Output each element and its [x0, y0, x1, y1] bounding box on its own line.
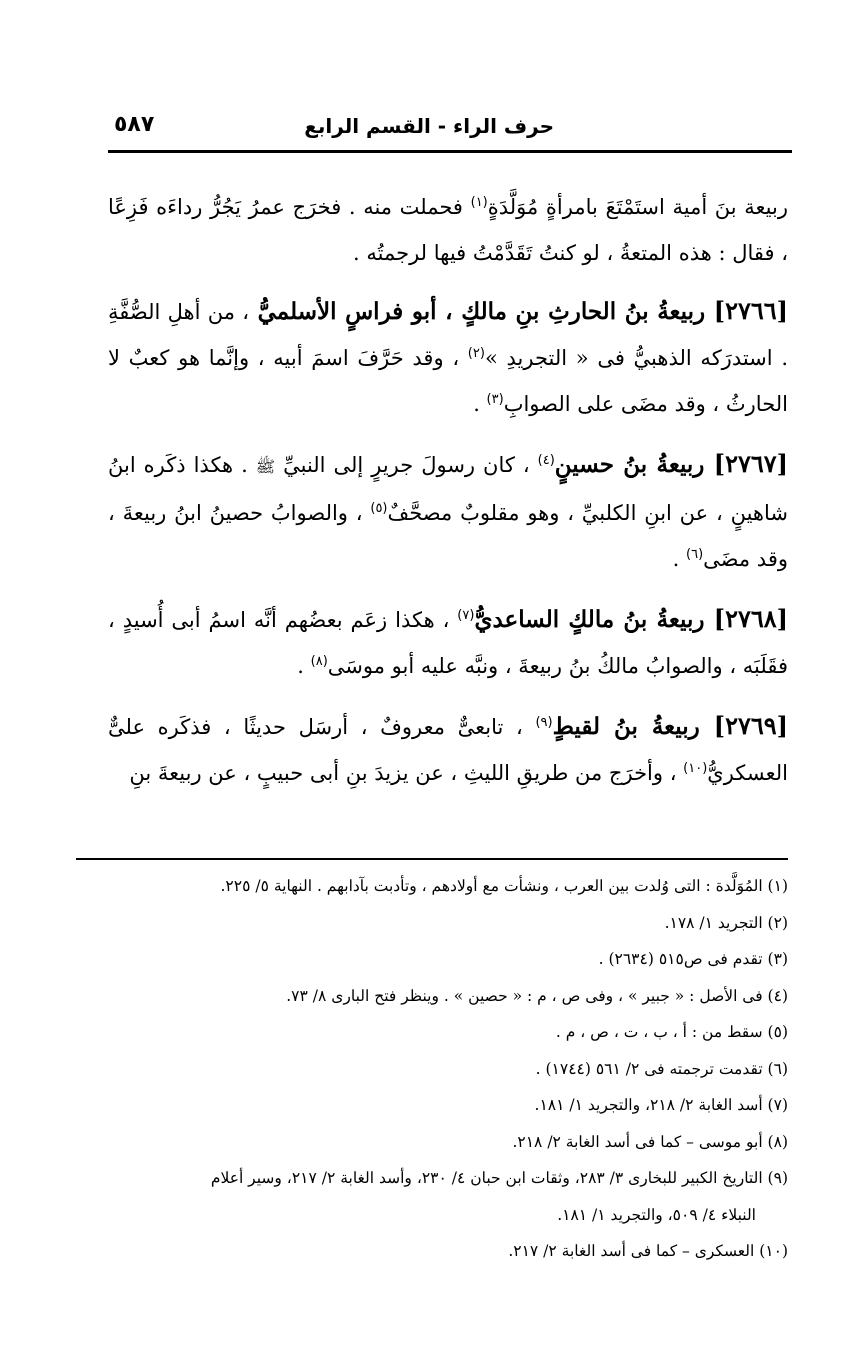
paragraph-continuation: [108, 184, 788, 276]
text-run: ربيعة بنَ أمية استَمْتَعَ بامرأةٍ مُوَلَّدَةٍ: [487, 195, 788, 219]
footnote-ref: (١): [470, 195, 488, 210]
footnote-ref: (٣): [486, 392, 504, 407]
footnote-ref: (٧): [457, 608, 475, 623]
entry-name: ربيعةُ بنُ مالكٍ الساعديُّ: [474, 606, 714, 633]
text-run: ، والصوابُ حصينُ ابنُ ربيعةَ ، وقد مضَى: [108, 501, 788, 571]
running-header: [108, 112, 790, 148]
footnote-ref: (٤): [537, 453, 555, 468]
footnote-ref: (٦): [686, 547, 704, 562]
text-run: ، هكذا زعَم بعضُهم أنَّه اسمُ أبى أُسيدٍ ، فقَلَبَه ، والصوابُ مالكُ بنُ ربيعةَ ، ونبَّه عليه أبو موسَى: [108, 608, 788, 678]
footnote-4: (٤) فى الأصل : « جبير » ، وفى ص ، م : « حصين » . وينظر فتح البارى ٨/ ٧٣.: [286, 986, 788, 1005]
text-run: ، وأخرَج من طريقِ الليثِ ، عن يزيدَ بنِ أبى حبيبٍ ، عن ربيعةَ بنِ: [129, 761, 684, 785]
text-run: .: [473, 392, 487, 416]
footnote-separator: [76, 858, 788, 860]
entry-2766: [108, 288, 788, 427]
footnote-10: (١٠) العسكرى – كما فى أسد الغابة ٢/ ٢١٧.: [508, 1242, 788, 1260]
text-run: .: [297, 654, 311, 678]
footnote-9: (٩) التاريخ الكبير للبخارى ٣/ ٢٨٣، وثقات ابن حبان ٤/ ٢٣٠، وأسد الغابة ٢/ ٢١٧، وسير أعلام: [210, 1169, 788, 1187]
footnote-ref: (٢): [467, 346, 485, 361]
entry-number: [٢٧٦٨]: [713, 604, 789, 633]
entry-name: ربيعةُ بنُ لقيطٍ: [552, 713, 714, 740]
header-title: حرف الراء - القسم الرابع: [304, 114, 554, 138]
text-run: ، كان رسولَ جريرٍ إلى النبيِّ: [275, 453, 538, 477]
header-rule: [108, 150, 792, 153]
footnote-3: (٣) تقدم فى ص٥١٥ (٢٦٣٤) .: [598, 950, 788, 968]
footnotes: [104, 868, 788, 1270]
footnote-7: (٧) أسد الغابة ٢/ ٢١٨، والتجريد ١/ ١٨١.: [534, 1096, 788, 1114]
footnote-8: (٨) أبو موسى – كما فى أسد الغابة ٢/ ٢١٨.: [512, 1132, 788, 1151]
text-run: ، تابعىٌّ معروفٌ ، أرسَل حديثًا ، فذكَره علىٌّ العسكريُّ: [108, 715, 788, 785]
footnote-5: (٥) سقط من : أ ، ب ، ت ، ص ، م .: [555, 1023, 788, 1041]
footnote-1: (١) المُوَلَّدة : التى وُلدت بين العرب ، ونشأت مع أولادهم ، وتأدبت بآدابهم . النهاية ٥/ ٢٢٥.: [220, 877, 788, 895]
text-run: . هكذا ذكَره ابنُ شاهينٍ ، عن ابنِ الكلبيِّ ، وهو مقلوبٌ مصحَّفٌ: [108, 453, 788, 525]
pbuh-ligature: ﷺ: [255, 457, 276, 476]
entry-number: [٢٧٦٦]: [713, 296, 788, 325]
footnote-ref: (٥): [370, 501, 388, 516]
entry-2767: [108, 441, 788, 582]
entry-name: ربيعةُ بنُ الحارثِ بنِ مالكٍ ، أبو فراسٍ الأسلميُّ: [249, 298, 714, 325]
text-run: .: [672, 547, 687, 571]
entry-number: [٢٧٦٧]: [713, 449, 789, 478]
footnote-9-continuation: النبلاء ٤/ ٥٠٩، والتجريد ١/ ١٨١.: [557, 1205, 756, 1224]
entry-number: [٢٧٦٩]: [713, 711, 788, 740]
footnote-ref: (٨): [310, 654, 328, 669]
footnote-6: (٦) تقدمت ترجمته فى ٢/ ٥٦١ (١٧٤٤) .: [535, 1059, 788, 1078]
entry-2768: [108, 596, 788, 689]
entry-name: ربيعةُ بنُ حسينٍ: [554, 451, 714, 478]
footnote-2: (٢) التجريد ١/ ١٧٨.: [664, 913, 788, 932]
page-number: ٥٨٧: [114, 112, 155, 137]
entry-2769: [108, 703, 788, 796]
text-run: ، وقد حَرَّفَ اسمَ أبيه ، وإنَّما هو كعبٌ لا الحارثُ ، وقد مضَى على الصوابِ: [108, 346, 788, 416]
text-run: ، من أهلِ الصُّفَّةِ . استدرَكه الذهبيُّ فى « التجريدِ »: [108, 300, 788, 370]
text-run: فحملت منه . فخرَج عمرُ يَجُرُّ رداءَه فَزِعًا ، فقال : هذه المتعةُ ، لو كنتُ تَقَدَّمْتُ فيها لرجمتُه .: [108, 195, 788, 265]
footnote-ref: (١٠): [683, 761, 708, 776]
footnote-ref: (٩): [535, 715, 553, 730]
main-text: [108, 184, 788, 810]
